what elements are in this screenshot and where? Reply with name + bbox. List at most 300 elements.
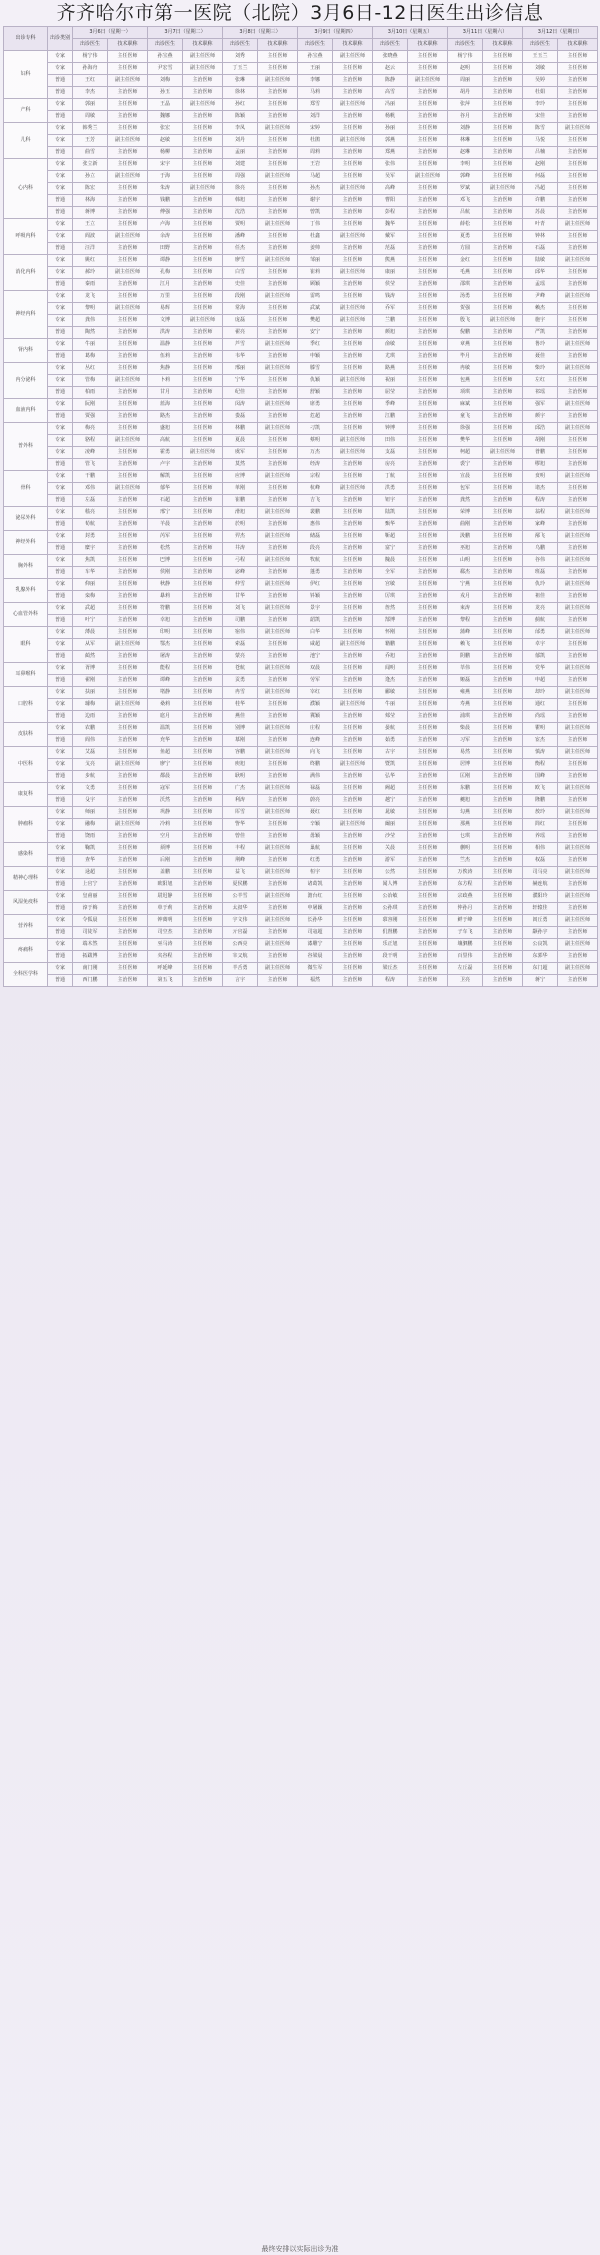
doctor-cell: 鲜于峰 (448, 915, 483, 927)
title-cell: 主治医师 (483, 87, 523, 99)
dept-name: 内分泌科 (4, 363, 48, 399)
title-cell: 主治医师 (108, 591, 148, 603)
title-cell: 主治医师 (483, 675, 523, 687)
doctor-cell: 冯超 (523, 183, 558, 195)
title-cell: 主任医师 (183, 723, 223, 735)
table-row (4, 75, 598, 87)
table-row (4, 855, 598, 867)
title-cell: 主治医师 (408, 615, 448, 627)
title-cell: 主治医师 (108, 279, 148, 291)
title-cell: 主任医师 (408, 507, 448, 519)
header-days-row (4, 27, 598, 39)
doctor-cell: 王芳 (73, 135, 108, 147)
title-cell: 主治医师 (108, 651, 148, 663)
title-cell: 主任医师 (108, 447, 148, 459)
title-cell: 主任医师 (183, 963, 223, 975)
doctor-cell: 罗斌 (448, 183, 483, 195)
doctor-cell: 毕月 (448, 351, 483, 363)
title-cell: 主任医师 (183, 759, 223, 771)
title-cell: 主任医师 (333, 171, 373, 183)
doctor-cell: 璩梅 (73, 699, 108, 711)
table-row (4, 255, 598, 267)
title-cell: 主治医师 (483, 855, 523, 867)
title-cell: 主任医师 (483, 555, 523, 567)
doctor-cell: 蔡明 (298, 435, 333, 447)
doctor-cell: 却玲 (523, 687, 558, 699)
title-cell: 主治医师 (483, 975, 523, 987)
title-cell: 主任医师 (183, 783, 223, 795)
doctor-cell: 边雨 (73, 711, 108, 723)
table-row (4, 675, 598, 687)
doctor-cell: 钮宇 (373, 495, 408, 507)
doctor-cell: 向飞 (298, 747, 333, 759)
doctor-cell: 莘伟 (448, 663, 483, 675)
doctor-cell: 暴莉 (148, 591, 183, 603)
doctor-cell: 赫连航 (523, 879, 558, 891)
table-row (4, 939, 598, 951)
doctor-cell: 古宇 (373, 747, 408, 759)
title-cell: 主任医师 (408, 135, 448, 147)
doctor-cell: 印明 (148, 627, 183, 639)
doctor-cell: 相伟 (523, 843, 558, 855)
table-row (4, 807, 598, 819)
level-cell: 普通 (48, 543, 73, 555)
doctor-cell: 吉飞 (298, 495, 333, 507)
title-cell: 主治医师 (483, 147, 523, 159)
title-cell: 主任医师 (408, 363, 448, 375)
doctor-cell: 於明 (223, 519, 258, 531)
doctor-cell: 高峰 (373, 183, 408, 195)
title-cell: 主任医师 (483, 579, 523, 591)
header-doctor: 出诊医生 (73, 39, 108, 51)
title-cell: 主任医师 (258, 639, 298, 651)
title-cell: 主任医师 (483, 807, 523, 819)
header-doctor: 出诊医生 (523, 39, 558, 51)
doctor-cell: 嵇亮 (73, 507, 108, 519)
level-cell: 专家 (48, 507, 73, 519)
title-cell: 主治医师 (108, 711, 148, 723)
title-cell: 副主任医师 (333, 303, 373, 315)
doctor-cell: 夏侯鹏 (223, 879, 258, 891)
doctor-cell: 松然 (148, 543, 183, 555)
title-cell: 主治医师 (108, 111, 148, 123)
doctor-cell: 言宇 (223, 975, 258, 987)
title-cell: 主任医师 (408, 123, 448, 135)
title-cell: 主治医师 (258, 675, 298, 687)
title-cell: 主治医师 (258, 195, 298, 207)
title-cell: 主治医师 (183, 75, 223, 87)
level-cell: 普通 (48, 831, 73, 843)
title-cell: 主治医师 (558, 795, 598, 807)
title-cell: 主治医师 (258, 411, 298, 423)
title-cell: 主治医师 (183, 795, 223, 807)
title-cell: 主任医师 (108, 531, 148, 543)
doctor-cell: 蓬勇 (298, 567, 333, 579)
doctor-cell: 夔旭 (448, 795, 483, 807)
doctor-cell: 宓峰 (223, 567, 258, 579)
doctor-cell: 黎明 (73, 303, 108, 315)
doctor-cell: 章燕 (448, 339, 483, 351)
title-cell: 主任医师 (483, 123, 523, 135)
doctor-cell: 葛梅 (73, 351, 108, 363)
doctor-cell: 束涛 (448, 603, 483, 615)
title-cell: 副主任医师 (183, 51, 223, 63)
doctor-cell: 于海 (148, 171, 183, 183)
doctor-cell: 周强 (223, 171, 258, 183)
doctor-cell: 韦华 (223, 351, 258, 363)
doctor-cell: 林鹏 (223, 423, 258, 435)
title-cell: 主任医师 (108, 663, 148, 675)
doctor-cell: 蒋宁 (523, 975, 558, 987)
dept-name: 疼痛科 (4, 939, 48, 963)
level-cell: 普通 (48, 771, 73, 783)
title-cell: 副主任医师 (258, 891, 298, 903)
title-cell: 主治医师 (333, 459, 373, 471)
title-cell: 主任医师 (483, 375, 523, 387)
doctor-cell: 景宇 (298, 603, 333, 615)
doctor-cell: 单于莉 (148, 903, 183, 915)
title-cell: 主治医师 (183, 147, 223, 159)
title-cell: 主治医师 (408, 771, 448, 783)
title-cell: 主治医师 (483, 459, 523, 471)
level-cell: 普通 (48, 975, 73, 987)
doctor-cell: 白华 (298, 627, 333, 639)
title-cell: 主任医师 (483, 963, 523, 975)
title-cell: 主任医师 (483, 339, 523, 351)
doctor-cell: 冯丽 (373, 99, 408, 111)
doctor-cell: 管梅 (73, 375, 108, 387)
title-cell: 主任医师 (483, 171, 523, 183)
table-row (4, 963, 598, 975)
title-cell: 主治医师 (183, 327, 223, 339)
title-cell: 副主任医师 (108, 435, 148, 447)
title-cell: 主治医师 (483, 75, 523, 87)
table-row (4, 531, 598, 543)
table-row (4, 843, 598, 855)
doctor-cell: 东门超 (523, 963, 558, 975)
title-cell: 主治医师 (333, 879, 373, 891)
title-cell: 主治医师 (408, 951, 448, 963)
title-cell: 主治医师 (408, 711, 448, 723)
doctor-cell: 宁华 (223, 375, 258, 387)
doctor-cell: 乐正旭 (373, 939, 408, 951)
table-row (4, 495, 598, 507)
title-cell: 主任医师 (483, 267, 523, 279)
doctor-cell: 公羊雪 (223, 891, 258, 903)
title-cell: 主治医师 (408, 879, 448, 891)
title-cell: 主任医师 (108, 339, 148, 351)
title-cell: 主治医师 (258, 903, 298, 915)
level-cell: 专家 (48, 471, 73, 483)
doctor-cell: 呼延峰 (148, 963, 183, 975)
doctor-cell: 龙亮 (523, 603, 558, 615)
doctor-cell: 张立新 (73, 159, 108, 171)
title-cell: 主任医师 (408, 51, 448, 63)
level-cell: 专家 (48, 939, 73, 951)
title-cell: 主任医师 (483, 159, 523, 171)
doctor-cell: 伍莉 (148, 351, 183, 363)
title-cell: 副主任医师 (333, 315, 373, 327)
title-cell: 主任医师 (183, 687, 223, 699)
doctor-cell: 薛松 (448, 219, 483, 231)
table-row (4, 603, 598, 615)
title-cell: 主治医师 (333, 795, 373, 807)
doctor-cell: 颛孙宇 (523, 927, 558, 939)
doctor-cell: 支磊 (373, 447, 408, 459)
doctor-cell: 张萍 (448, 99, 483, 111)
title-cell: 主任医师 (483, 135, 523, 147)
doctor-cell: 艾磊 (73, 747, 108, 759)
title-cell: 副主任医师 (258, 627, 298, 639)
title-cell: 主任医师 (408, 687, 448, 699)
title-cell: 主任医师 (183, 471, 223, 483)
title-cell: 主任医师 (483, 915, 523, 927)
title-cell: 副主任医师 (558, 723, 598, 735)
doctor-cell: 任杰 (223, 243, 258, 255)
doctor-cell: 东方程 (448, 879, 483, 891)
dept-name: 泌尿外科 (4, 507, 48, 531)
level-cell: 普通 (48, 351, 73, 363)
title-cell: 主任医师 (108, 159, 148, 171)
doctor-cell: 荣博 (448, 507, 483, 519)
title-cell: 主任医师 (483, 603, 523, 615)
doctor-cell: 杜鑫 (298, 231, 333, 243)
level-cell: 普通 (48, 651, 73, 663)
title-cell: 主任医师 (483, 891, 523, 903)
title-cell: 主任医师 (333, 399, 373, 411)
doctor-cell: 霍勇 (148, 447, 183, 459)
doctor-cell: 蒲峰 (448, 627, 483, 639)
doctor-cell: 鱼超 (148, 747, 183, 759)
title-cell: 主任医师 (333, 123, 373, 135)
title-cell: 主任医师 (408, 639, 448, 651)
doctor-cell: 东鹏 (448, 783, 483, 795)
title-cell: 主治医师 (483, 195, 523, 207)
title-cell: 主治医师 (408, 387, 448, 399)
table-row (4, 615, 598, 627)
title-cell: 主任医师 (408, 483, 448, 495)
title-cell: 主任医师 (108, 255, 148, 267)
title-cell: 主任医师 (483, 231, 523, 243)
doctor-cell: 师丽 (73, 807, 108, 819)
doctor-cell: 仲孙月 (448, 903, 483, 915)
doctor-cell: 包燕 (448, 375, 483, 387)
doctor-cell: 全军 (373, 567, 408, 579)
doctor-cell: 双晨 (298, 663, 333, 675)
table-row (4, 171, 598, 183)
doctor-cell: 凌峰 (73, 447, 108, 459)
doctor-cell: 通红 (523, 699, 558, 711)
doctor-cell: 雷鸣 (298, 291, 333, 303)
doctor-cell: 广杰 (223, 783, 258, 795)
doctor-cell: 安宁 (298, 327, 333, 339)
doctor-cell: 吴军 (373, 171, 408, 183)
title-cell: 主任医师 (183, 627, 223, 639)
title-cell: 主治医师 (333, 543, 373, 555)
title-cell: 主治医师 (258, 243, 298, 255)
title-cell: 主任医师 (108, 423, 148, 435)
doctor-cell: 阎波 (73, 231, 108, 243)
schedule-table (3, 26, 598, 987)
doctor-cell: 权磊 (523, 855, 558, 867)
title-cell: 主任医师 (258, 159, 298, 171)
table-row (4, 63, 598, 75)
doctor-cell: 申颖 (298, 351, 333, 363)
doctor-cell: 孙杰 (298, 183, 333, 195)
doctor-cell: 韩旭 (223, 195, 258, 207)
table-row (4, 279, 598, 291)
doctor-cell: 温静 (148, 339, 183, 351)
header-title: 技术职称 (183, 39, 223, 51)
title-cell: 副主任医师 (333, 375, 373, 387)
level-cell: 专家 (48, 687, 73, 699)
title-cell: 副主任医师 (108, 303, 148, 315)
table-row (4, 735, 598, 747)
title-cell: 主治医师 (183, 411, 223, 423)
doctor-cell: 郑雪 (298, 99, 333, 111)
doctor-cell: 仰丽 (73, 579, 108, 591)
title-cell: 主任医师 (183, 483, 223, 495)
title-cell: 主治医师 (558, 351, 598, 363)
doctor-cell: 陆凯 (373, 507, 408, 519)
doctor-cell: 荀航 (73, 519, 108, 531)
title-cell: 主任医师 (258, 135, 298, 147)
title-cell: 主治医师 (183, 519, 223, 531)
table-row (4, 219, 598, 231)
doctor-cell: 詹然 (373, 603, 408, 615)
doctor-cell: 石磊 (523, 243, 558, 255)
title-cell: 主任医师 (558, 135, 598, 147)
doctor-cell: 长孙华 (298, 915, 333, 927)
doctor-cell: 居博 (448, 759, 483, 771)
title-cell: 副主任医师 (558, 291, 598, 303)
title-cell: 主治医师 (483, 591, 523, 603)
doctor-cell: 程涛 (373, 975, 408, 987)
level-cell: 专家 (48, 363, 73, 375)
doctor-cell: 井涛 (223, 543, 258, 555)
doctor-cell: 兰鹏 (373, 315, 408, 327)
doctor-cell: 孙玉 (148, 87, 183, 99)
doctor-cell: 钟林 (523, 231, 558, 243)
doctor-cell: 车华 (73, 567, 108, 579)
title-cell: 主任医师 (483, 687, 523, 699)
doctor-cell: 陈雪 (523, 123, 558, 135)
table-row (4, 687, 598, 699)
table-row (4, 723, 598, 735)
doctor-cell: 巢航 (298, 843, 333, 855)
title-cell: 主治医师 (558, 75, 598, 87)
title-cell: 副主任医师 (333, 135, 373, 147)
title-cell: 主治医师 (108, 207, 148, 219)
table-row (4, 447, 598, 459)
title-cell: 主任医师 (333, 291, 373, 303)
title-cell: 主任医师 (258, 447, 298, 459)
doctor-cell: 丁航 (373, 471, 408, 483)
title-cell: 主治医师 (183, 855, 223, 867)
title-cell: 主治医师 (483, 735, 523, 747)
doctor-cell: 路杰 (148, 411, 183, 423)
doctor-cell: 贾明 (223, 219, 258, 231)
doctor-cell: 戴军 (373, 231, 408, 243)
dept-name: 康复科 (4, 783, 48, 807)
table-row (4, 51, 598, 63)
doctor-cell: 廖宁 (148, 759, 183, 771)
doctor-cell: 申超 (523, 675, 558, 687)
title-cell: 主任医师 (408, 375, 448, 387)
doctor-cell: 司鹏 (223, 615, 258, 627)
doctor-cell: 谷月 (448, 111, 483, 123)
doctor-cell: 张伟 (373, 159, 408, 171)
title-cell: 副主任医师 (108, 267, 148, 279)
title-cell: 主治医师 (408, 111, 448, 123)
level-cell: 专家 (48, 603, 73, 615)
doctor-cell: 邢宁 (148, 507, 183, 519)
doctor-cell: 习军 (448, 735, 483, 747)
title-cell: 主任医师 (483, 219, 523, 231)
title-cell: 副主任医师 (258, 939, 298, 951)
doctor-cell: 芦雪 (223, 339, 258, 351)
doctor-cell: 微生军 (298, 963, 333, 975)
title-cell: 主任医师 (183, 375, 223, 387)
table-body (4, 51, 598, 987)
doctor-cell: 倪鹏 (448, 327, 483, 339)
title-cell: 主治医师 (333, 735, 373, 747)
title-cell: 主治医师 (108, 951, 148, 963)
title-cell: 副主任医师 (108, 75, 148, 87)
title-cell: 主治医师 (483, 771, 523, 783)
title-cell: 主任医师 (558, 99, 598, 111)
doctor-cell: 益飞 (223, 867, 258, 879)
title-cell: 副主任医师 (333, 51, 373, 63)
doctor-cell: 宁燕 (448, 579, 483, 591)
doctor-cell: 闾丘勇 (523, 915, 558, 927)
title-cell: 副主任医师 (558, 807, 598, 819)
doctor-cell: 邱浩 (523, 423, 558, 435)
doctor-cell: 阴鹏 (448, 651, 483, 663)
doctor-cell: 彭程 (373, 207, 408, 219)
title-cell: 主任医师 (183, 891, 223, 903)
title-cell: 主任医师 (108, 843, 148, 855)
doctor-cell: 茹勇 (373, 735, 408, 747)
doctor-cell: 廖雪 (223, 255, 258, 267)
doctor-cell: 竺杰 (448, 855, 483, 867)
doctor-cell: 曲刚 (448, 519, 483, 531)
doctor-cell: 仲雪 (223, 579, 258, 591)
title-cell: 主治医师 (183, 711, 223, 723)
title-cell: 副主任医师 (333, 435, 373, 447)
doctor-cell: 终鹏 (298, 759, 333, 771)
doctor-cell: 刘飞 (223, 603, 258, 615)
title-cell: 主任医师 (333, 507, 373, 519)
title-cell: 副主任医师 (258, 399, 298, 411)
doctor-cell: 庄程 (298, 723, 333, 735)
doctor-cell: 陈静 (373, 75, 408, 87)
title-cell: 副主任医师 (558, 219, 598, 231)
level-cell: 专家 (48, 555, 73, 567)
doctor-cell: 公冶敏 (373, 891, 408, 903)
title-cell: 主任医师 (408, 783, 448, 795)
title-cell: 主任医师 (558, 759, 598, 771)
title-cell: 主任医师 (408, 843, 448, 855)
doctor-cell: 令狐晨 (73, 915, 108, 927)
title-cell: 主任医师 (258, 183, 298, 195)
title-cell: 主任医师 (108, 291, 148, 303)
doctor-cell: 南门刚 (73, 963, 108, 975)
table-row (4, 423, 598, 435)
title-cell: 副主任医师 (558, 363, 598, 375)
doctor-cell: 卢宇 (148, 459, 183, 471)
title-cell: 主治医师 (183, 387, 223, 399)
